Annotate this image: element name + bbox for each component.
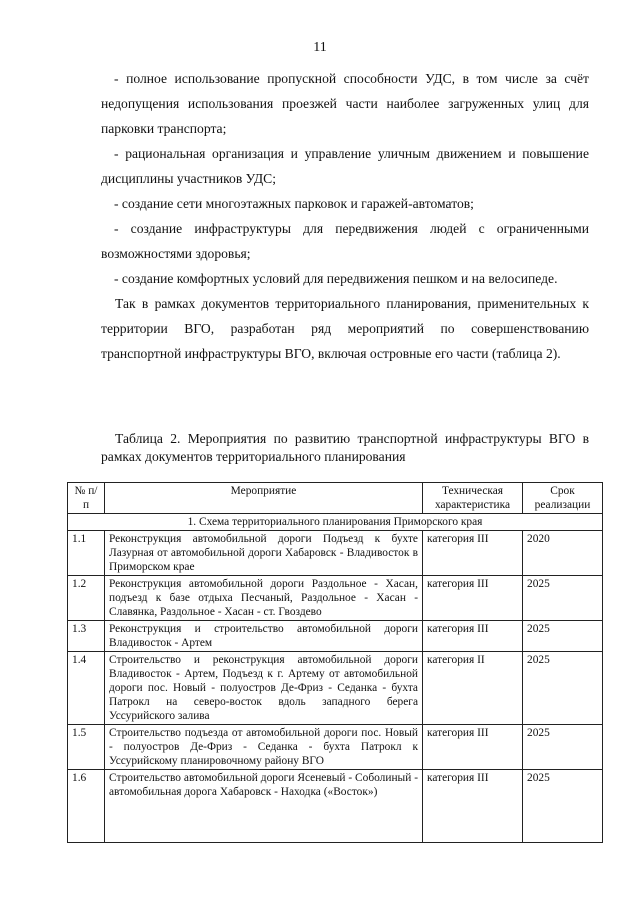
table-row xyxy=(68,531,603,576)
row-event: Строительство подъезда от автомобильной дороги пос. Новый - полуостров Де-Фриз - Седанка - бухта Патрокл к Уссурийскому планировочному району ВГО xyxy=(105,725,423,770)
row-term: 2025 xyxy=(523,652,603,725)
row-term: 2020 xyxy=(523,531,603,576)
table-section-row xyxy=(68,514,603,531)
table-row xyxy=(68,725,603,770)
table-row xyxy=(68,576,603,621)
paragraph-5: - создание комфортных условий для передвижения пешком и на велосипеде. xyxy=(114,271,558,286)
header-tech: Техническая характеристика xyxy=(423,483,523,514)
row-tech: категория III xyxy=(423,621,523,652)
table-row xyxy=(68,652,603,725)
body-text xyxy=(101,66,589,366)
row-num: 1.5 xyxy=(68,725,105,770)
header-term: Срок реализации xyxy=(523,483,603,514)
row-term: 2025 xyxy=(523,576,603,621)
row-term: 2025 xyxy=(523,770,603,843)
row-tech: категория III xyxy=(423,531,523,576)
row-tech: категория III xyxy=(423,770,523,843)
row-event: Реконструкция и строительство автомобильной дороги Владивосток - Артем xyxy=(105,621,423,652)
header-num: № п/п xyxy=(68,483,105,514)
section-title: 1. Схема территориального планирования Приморского края xyxy=(68,514,603,531)
row-tech: категория III xyxy=(423,576,523,621)
row-event: Строительство и реконструкция автомобильной дороги Владивосток - Артем, Подъезд к г. Артему от автомобильной дороги пос. Новый - полуостров Де-Фриз - Седанка - бухта Патрокл на северо-восток вдоль западного берега Уссурийского залива xyxy=(105,652,423,725)
row-num: 1.2 xyxy=(68,576,105,621)
row-event: Реконструкция автомобильной дороги Подъезд к бухте Лазурная от автомобильной дороги Хабаровск - Владивосток в Приморском крае xyxy=(105,531,423,576)
paragraph-6: Так в рамках документов территориального планирования, применительных к территории ВГО, разработан ряд мероприятий по совершенствованию транспортной инфраструктуры ВГО, включая островные его части (таблица 2). xyxy=(101,296,589,361)
row-event: Строительство автомобильной дороги Ясеневый - Соболиный - автомобильная дорога Хабаровск - Находка («Восток») xyxy=(105,770,423,843)
row-num: 1.6 xyxy=(68,770,105,843)
row-term: 2025 xyxy=(523,621,603,652)
paragraph-1: - полное использование пропускной способности УДС, в том числе за счёт недопущения использования проезжей части наиболее загруженных улиц для парковки транспорта; xyxy=(101,71,589,136)
table-caption: Таблица 2. Мероприятия по развитию транспортной инфраструктуры ВГО в рамках документов территориального планирования xyxy=(101,431,589,464)
row-event: Реконструкция автомобильной дороги Раздольное - Хасан, подъезд к базе отдыха Песчаный, Раздольное - Хасан - Славянка, Раздольное - Хасан - ст. Гвоздево xyxy=(105,576,423,621)
table-row xyxy=(68,621,603,652)
row-num: 1.3 xyxy=(68,621,105,652)
table-row xyxy=(68,770,603,843)
paragraph-3: - создание сети многоэтажных парковок и гаражей-автоматов; xyxy=(114,196,474,211)
header-event: Мероприятие xyxy=(105,483,423,514)
measures-table xyxy=(67,482,603,843)
row-tech: категория II xyxy=(423,652,523,725)
row-term: 2025 xyxy=(523,725,603,770)
page-number: 11 xyxy=(313,40,327,55)
paragraph-4: - создание инфраструктуры для передвижения людей с ограниченными возможностями здоровья; xyxy=(101,221,589,261)
table-header-row xyxy=(68,483,603,514)
row-tech: категория III xyxy=(423,725,523,770)
row-num: 1.1 xyxy=(68,531,105,576)
paragraph-2: - рациональная организация и управление уличным движением и повышение дисциплины участников УДС; xyxy=(101,146,589,186)
row-num: 1.4 xyxy=(68,652,105,725)
